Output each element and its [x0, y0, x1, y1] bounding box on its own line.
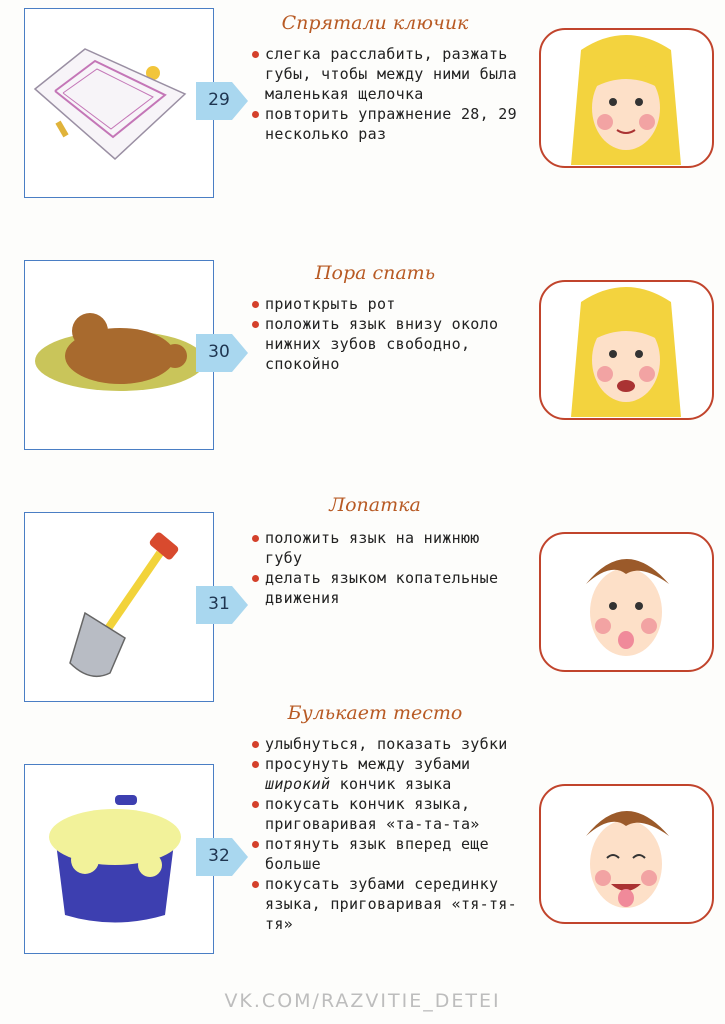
exercise-title: Булькает тесто	[287, 702, 463, 724]
exercise-number-tag	[196, 82, 248, 120]
instruction-list	[250, 734, 525, 934]
girl-face-illustration	[541, 282, 712, 418]
pot-with-dough-illustration	[25, 765, 213, 953]
boy-face-illustration	[541, 786, 712, 922]
shovel-illustration	[25, 513, 213, 701]
list-item: слегка расслабить, разжать губы, чтобы между ними была маленькая щелочка	[250, 44, 525, 104]
list-item: улыбнуться, показать зубки	[250, 734, 525, 754]
exercise-title: Лопатка	[329, 494, 421, 516]
list-item: повторить упражнение 28, 29 несколько раз	[250, 104, 525, 144]
list-item-text: кончик языка	[339, 775, 452, 793]
instruction-list	[250, 528, 525, 608]
list-item: покусать кончик языка, приговаривая «та-та-та»	[250, 794, 525, 834]
exercise-number-tag	[196, 586, 248, 624]
list-item: положить язык на нижнюю губу	[250, 528, 525, 568]
list-item: потянуть язык вперед еще больше	[250, 834, 525, 874]
exercise-number: 29	[208, 90, 230, 110]
face-frame	[539, 784, 714, 924]
picture-frame	[24, 764, 214, 954]
exercise-number-tag	[196, 334, 248, 372]
boy-face-illustration	[541, 534, 712, 670]
exercise-number: 32	[208, 846, 230, 866]
italic-word: широкий	[265, 775, 331, 793]
instruction-list	[250, 44, 525, 144]
picture-frame	[24, 260, 214, 450]
list-item: делать языком копательные движения	[250, 568, 525, 608]
sleeping-bear-illustration	[25, 261, 213, 449]
exercise-number: 30	[208, 342, 230, 362]
picture-frame	[24, 512, 214, 702]
list-item-text: просунуть между зубами	[265, 755, 471, 773]
list-item	[250, 754, 525, 794]
list-item: покусать зубами серединку языка, приговаривая «тя-тя-тя»	[250, 874, 525, 934]
instruction-list	[250, 294, 525, 374]
exercise-title: Пора спать	[314, 262, 436, 284]
list-item: положить язык внизу около нижних зубов свободно, спокойно	[250, 314, 525, 374]
handkerchief-key-illustration	[25, 9, 213, 197]
exercise-number: 31	[208, 594, 230, 614]
exercise-title: Спрятали ключик	[281, 12, 469, 34]
face-frame	[539, 28, 714, 168]
list-item: приоткрыть рот	[250, 294, 525, 314]
picture-frame	[24, 8, 214, 198]
face-frame	[539, 280, 714, 420]
exercise-number-tag	[196, 838, 248, 876]
face-frame	[539, 532, 714, 672]
girl-face-illustration	[541, 30, 712, 166]
watermark: VK.COM/RAZVITIE_DETEI	[224, 990, 501, 1012]
